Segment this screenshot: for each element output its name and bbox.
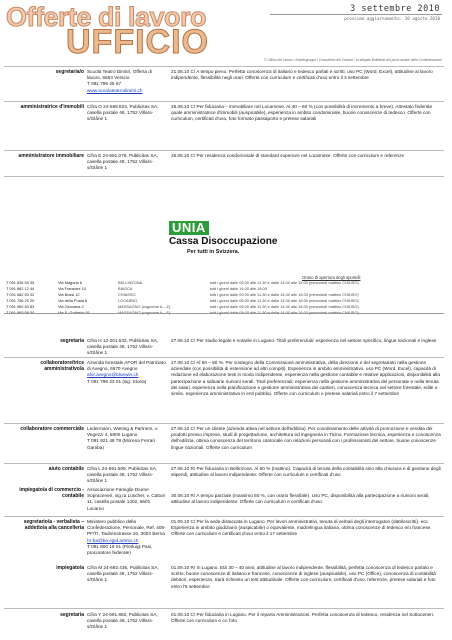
employer-email-link[interactable]: hr-ba@ba.ejpd.admin.ch xyxy=(87,537,139,543)
row-divider xyxy=(4,423,444,424)
table-row: T 091 960 83 83 Via Genzana 2 MASSAGNO (cognome A – Z) tutti i giorni dalle 09.00 alle 11.30 e dalle 14.00 alle 18.00 (mercoledì mattino CHIUSO) xyxy=(6,304,359,309)
offer-description: 01.09.10 C/ Per la sede distaccata in Lugano. Per lavori amministrativi, tenuta di verbali degli interrogatori (dattiloscritti), ecc. Esperienza in ambito giudiziario (auspicabile) o equivalente, madrelingua italiana, ottima conoscenze di tedesco e/o francese. Offerte con curriculum e certificati d'uso entro il 17 settembre xyxy=(171,519,432,537)
hours-header: Orario di apertura degli sportelli xyxy=(302,275,361,280)
table-row: T 091 835 50 45 Via Magoria 6 BELLINZONA tutti i giorni dalle 09.00 alle 11.30 e dalle 14.00 alle 18.00 (mercoledì mattino CHIUSO) xyxy=(6,280,359,285)
row-divider xyxy=(4,101,444,102)
employer-email-link[interactable]: afor.avegno@bluewin.ch xyxy=(87,372,139,378)
offer-category: aiuto contabile xyxy=(48,466,84,472)
offer-description: 27.08.10 C/ Per un cliente (azienda attiva nel settore dell'edilizia). Per coordinamento delle attività di promozione e vendita dei prodotti presso imprese, studi di progettazione, architettura ed ingegneria in Ticino. Formazione tecnica, esperienza e conoscenza dell'edilizia, ottima conoscenza del territorio cantonale con relazioni personali con i professionisti del settore, buone conoscenze lingue nazionali. Offerte con curriculum xyxy=(171,426,441,450)
offer-description: 21.08.10 C/ A tempo pieno. Perfetta conoscenza di italiano e tedesco parlati e scritti, uso PC (Word, Excel), attitudine al lavoro indipendente, flessibilità negli orari. Offerte con curriculum e certificati d'uso entro il 3 settembre xyxy=(171,69,433,81)
offer-category: segretaria/o xyxy=(55,69,84,75)
offer-employer: Ministero pubblico della Confederazione, Personale, Ref. 405- PF/TI, Taubenstrasse 16, 3003 Berna hr-ba@ba.ejpd.admin.ch T 091 800 19 01 (Pierluigi Pasi, procuratore federale) xyxy=(87,519,166,556)
offer-employer: Cifra E 24-691.078, Publicitas SA, casella postale 48, 1752 Villars- s/Glâne 1 xyxy=(87,153,158,171)
offer-description: 27.08.10 C/ Per studio legale e notarile in Lugano. Titoli preferenziali: esperienza nel settore specifico, lingue nazionali e inglese xyxy=(171,338,437,343)
row-divider xyxy=(4,608,444,609)
offer-employer: Cifra Y 24-691.882, Publicitas SA, casella postale 48, 1752 Villars- s/Glâne 1 xyxy=(87,612,158,630)
employer-website-link[interactable]: www.scuolateatrodimitri.ch xyxy=(87,87,143,93)
offer-employer: Scuola Teatro Dimitri, Offerta di lavoro, 6653 Verscio T 091 796 25 67 www.scuolateatrodimitri.ch xyxy=(87,69,167,94)
unia-name: Cassa Disoccupazione xyxy=(169,236,278,247)
offer-employer: Cifra L 24-691.509, Publicitas SA, casella postale 48, 1752 Villars- s/Glâne 1 xyxy=(87,466,158,484)
offer-description: 27.08.10 R/ Per fiduciaria in Bellinzona. Al 50 % (mattino). Capacità di tenuta della contabilità sino alla chiusura e di gestione degli stipendi, attitudine al lavoro indipendente. Offerte con curriculum e certificati d'uso xyxy=(171,466,441,478)
unia-logo xyxy=(169,221,299,259)
unia-offices-table xyxy=(4,280,432,316)
offer-category: segretaria xyxy=(60,612,84,618)
next-update-note: prossimo aggiornamento: 10 agosto 2010 xyxy=(344,16,440,21)
table-row: T 091 960 59 50 Via S. Gottardo 51 MASSAGNO (cognome A – F) tutti i giorni dalle 09.00 alle 11.30 e dalle 14.00 alle 18.00 (mercoledì mattino CHIUSO) xyxy=(6,310,359,315)
offer-category: impiegato/a di commercio - contabile xyxy=(19,487,84,500)
source-note: © Ufficio del Lavoro / Arbeitsgruppe / Consultorio dei Cantoni / in allegato Bollettino dei posti vacanti della Confederazione xyxy=(264,58,442,62)
offer-employer: Cifra H 12-201.532, Publicitas SA, casella postale 48, 1752 Villars- s/Glâne 1 xyxy=(87,338,159,356)
issue-date: 3 settembre 2010 xyxy=(350,4,440,14)
offer-category: collaboratore commerciale xyxy=(20,426,84,432)
offer-category: impiegato/a xyxy=(56,565,84,571)
logo-title: Offerte di lavoro xyxy=(6,2,207,32)
table-divider xyxy=(4,313,444,314)
row-divider xyxy=(4,66,444,67)
offer-category: collaboratore/trice amministrativo/a xyxy=(40,360,84,373)
offer-employer: Associazione Famiglie Diurne Sopraceneri, sig.ra Lüscher, v. Cattori 11, casella postale 1402, 6601 Locarno xyxy=(87,487,166,511)
row-divider xyxy=(4,357,444,358)
unia-slogan: Per tutti in Svizzera. xyxy=(187,249,240,255)
offer-category: segretaria xyxy=(60,338,84,344)
header-divider xyxy=(270,14,442,15)
offer-employer: Azienda forestale AFOR del Patriziato di Avegno, 6670 Avegno afor.avegno@bluewin.ch T 091 796 23 01 (sig. Storia) xyxy=(87,360,166,384)
offer-employer: Cifra M 24-692.436, Publicitas SA, casella postale 48, 1752 Villars- s/Glâne 1 xyxy=(87,565,159,583)
offer-description: 27.08.10 C/ Al 60 – 80 %. Per sostegno della Commissione amministrativa, della direzione e del segretariato nella gestione aziendale (con possibilità di estensione ad altri compiti). Esperienza in ambito amministrativo, uso PC (Word, Excel), capacità di redazione ed elaborazione testi in modo indipendente, esperienza nella gestione contabile e relative applicazioni, disponibilità alla partecipazione a saltuarie riunioni serali. Titoli preferenziali: esperienza nella gestione amministrativa del personale e nella tenuta dei salari, esperienza nella pianificazione e gestione amministrativa dei cantieri, conoscenza tecnica nel settore forestale, edile o simile, esperienza amministrativa in enti pubblici. Offerte con curriculum e pretese salariali entro il 7 settembre xyxy=(171,360,440,397)
offer-category: amministratore immobiliare xyxy=(18,153,84,159)
offer-description: 25.08.10 C/ Per residenza condominiale di standard superiore nel Locarnese. Offerte con curriculum e referenze xyxy=(171,153,405,158)
offerte-lavoro-logo xyxy=(6,2,268,62)
table-row: T 091 682 50 02 Via Bossi 12 CHIASSO tutti i giorni dalle 09.00 alle 11.30 e dalle 14.00 alle 18.00 (mercoledì mattino CHIUSO) xyxy=(6,292,359,297)
row-divider xyxy=(4,516,444,517)
row-divider xyxy=(4,150,444,151)
offer-employer: Ledermann, Wieting & Partners, v. Vegezzi 4, 6900 Lugano T 091 921 48 78 (Morena Ferrari Gamba) xyxy=(87,426,159,450)
table-row: T 091 756 20 20 Via della Posta 8 LOCARNO tutti i giorni dalle 09.00 alle 11.30 e dalle 14.00 alle 18.00 (mercoledì mattino CHIUSO) xyxy=(6,298,359,303)
offer-description: 01.09.10 R/ In Lugano. Età 30 – 40 anni, attitudine al lavoro indipendente, flessibilità, perfetta conoscenza di tedesco parlato e scritto, buone conoscenze di italiano e francese, conoscenze di inglese (auspicabile), uso PC (Office), conoscenza di contabilità debitori, esperienza. Sarà richiesto un test attitudinale. Offerte con curriculum, certificati d'uso, referenze, pretese salariali e foto entro l'8 settembre xyxy=(171,565,436,589)
unia-badge: UNIA xyxy=(169,221,209,235)
row-divider xyxy=(4,463,444,464)
table-row: T 091 862 12 44 Via Franscini 14 BIASCA tutti i giorni dalle 14.00 alle 18.00 xyxy=(6,286,267,291)
offer-employer: Cifra O 24-688.824, Publicitas SA, casella postale 48, 1752 Villars- s/Glâne 1 xyxy=(87,104,159,122)
offer-description: 25.08.10 C/ Per fiduciaria – immobiliare nel Locarnese. Al 40 – 60 % (con possibilità di incremento a breve). Attestato federale quale amministratrice d'immobili (auspicabile), esperienza in ambito condominiale, buone conoscenze di tedesco. Offerte con curriculum, certificati d'uso, foto formato passaporto e pretese salariali xyxy=(171,104,433,122)
offer-description: 01.09.10 C/ Per fiduciaria in Lugano. Per il reparto Amministrazioni. Perfetta conoscenza di tedesco, residenza nel Sottoceneri. Offerte con curriculum e cv. foto xyxy=(171,612,435,624)
logo-subtitle: UFFICIO xyxy=(66,23,209,61)
row-divider xyxy=(4,176,444,177)
offer-category: amministratrice d'immobili xyxy=(20,104,84,110)
offer-category: segretario/a - verbalista – addetto/a alla cancelleria xyxy=(23,519,84,532)
offer-description: 30.08.10 R/ A tempo parziale (massimo 50 %, con orario flessibile). Uso PC, disponibilità alla partecipazione a riunioni serali, attitudine al lavoro indipendente. Offerte con curriculum e certificati d'uso xyxy=(171,493,430,505)
